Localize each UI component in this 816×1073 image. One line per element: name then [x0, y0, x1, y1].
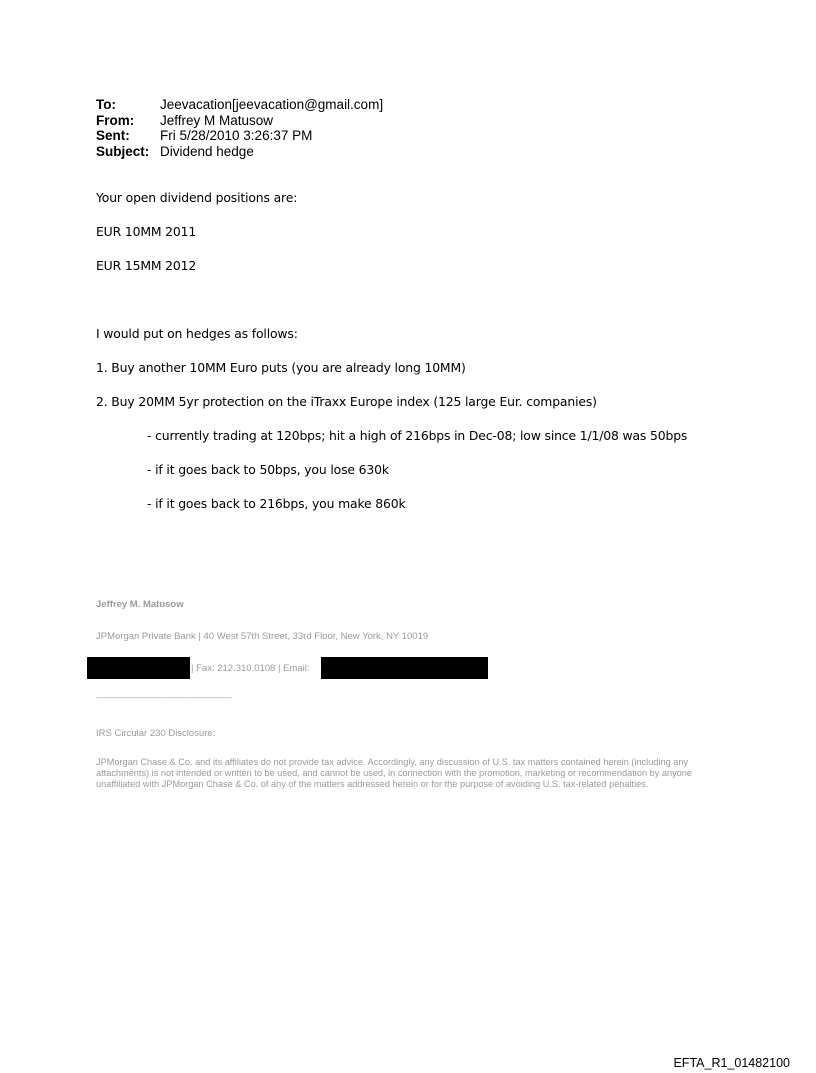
disclosure-title: IRS Circular 230 Disclosure: — [96, 728, 216, 739]
disclosure-text: JPMorgan Chase & Co. and its affiliates do not provide tax advice. Accordingly, any discussion of U.S. tax matters contained herein (including any attachments) is not intended or written to be used, and cannot be used, in connection with the promotion, marketing or recommendation by anyone unaffiliated with JPMorgan Chase & Co. of any of the matters addressed herein or for the purpose of avoiding U.S. tax-related penalties. — [96, 757, 693, 790]
body-line-eur-2011: EUR 10MM 2011 — [96, 224, 197, 239]
from-label: From: — [96, 112, 135, 128]
signature-contact: | Fax: 212.310.0108 | Email: — [191, 663, 310, 674]
sent-value: Fri 5/28/2010 3:26:37 PM — [160, 128, 313, 143]
body-line-bullet-lose: - if it goes back to 50bps, you lose 630k — [147, 462, 389, 477]
redaction-block-phone — [87, 657, 190, 679]
from-value: Jeffrey M Matusow — [160, 112, 274, 128]
body-line-bullet-make: - if it goes back to 216bps, you make 860k — [147, 496, 406, 511]
sent-row — [96, 128, 383, 144]
subject-row — [96, 144, 383, 160]
sent-label: Sent: — [96, 128, 130, 143]
from-row — [96, 113, 383, 129]
to-row — [96, 97, 383, 113]
subject-label: Subject: — [96, 143, 150, 159]
redaction-block-email — [321, 657, 488, 679]
body-line-bullet-trading: - currently trading at 120bps; hit a high of 216bps in Dec-08; low since 1/1/08 was 50bps — [147, 428, 688, 443]
body-line-hedges-intro: I would put on hedges as follows: — [96, 326, 298, 341]
signature-divider: -------------------------------------------------------------------------- — [96, 695, 232, 702]
document-id: EFTA_R1_01482100 — [673, 1056, 790, 1070]
body-line-positions-intro: Your open dividend positions are: — [96, 190, 298, 205]
body-line-hedge-1: 1. Buy another 10MM Euro puts (you are already long 10MM) — [96, 360, 466, 375]
to-value: Jeevacation[jeevacation@gmail.com] — [160, 97, 384, 112]
signature-address: JPMorgan Private Bank | 40 West 57th Street, 33rd Floor, New York, NY 10019 — [96, 631, 429, 642]
to-label: To: — [96, 97, 116, 112]
body-line-eur-2012: EUR 15MM 2012 — [96, 258, 197, 273]
body-line-hedge-2: 2. Buy 20MM 5yr protection on the iTraxx Europe index (125 large Eur. companies) — [96, 394, 597, 409]
signature-name: Jeffrey M. Matusow — [96, 599, 184, 610]
subject-value: Dividend hedge — [160, 143, 254, 159]
email-header — [96, 97, 383, 159]
